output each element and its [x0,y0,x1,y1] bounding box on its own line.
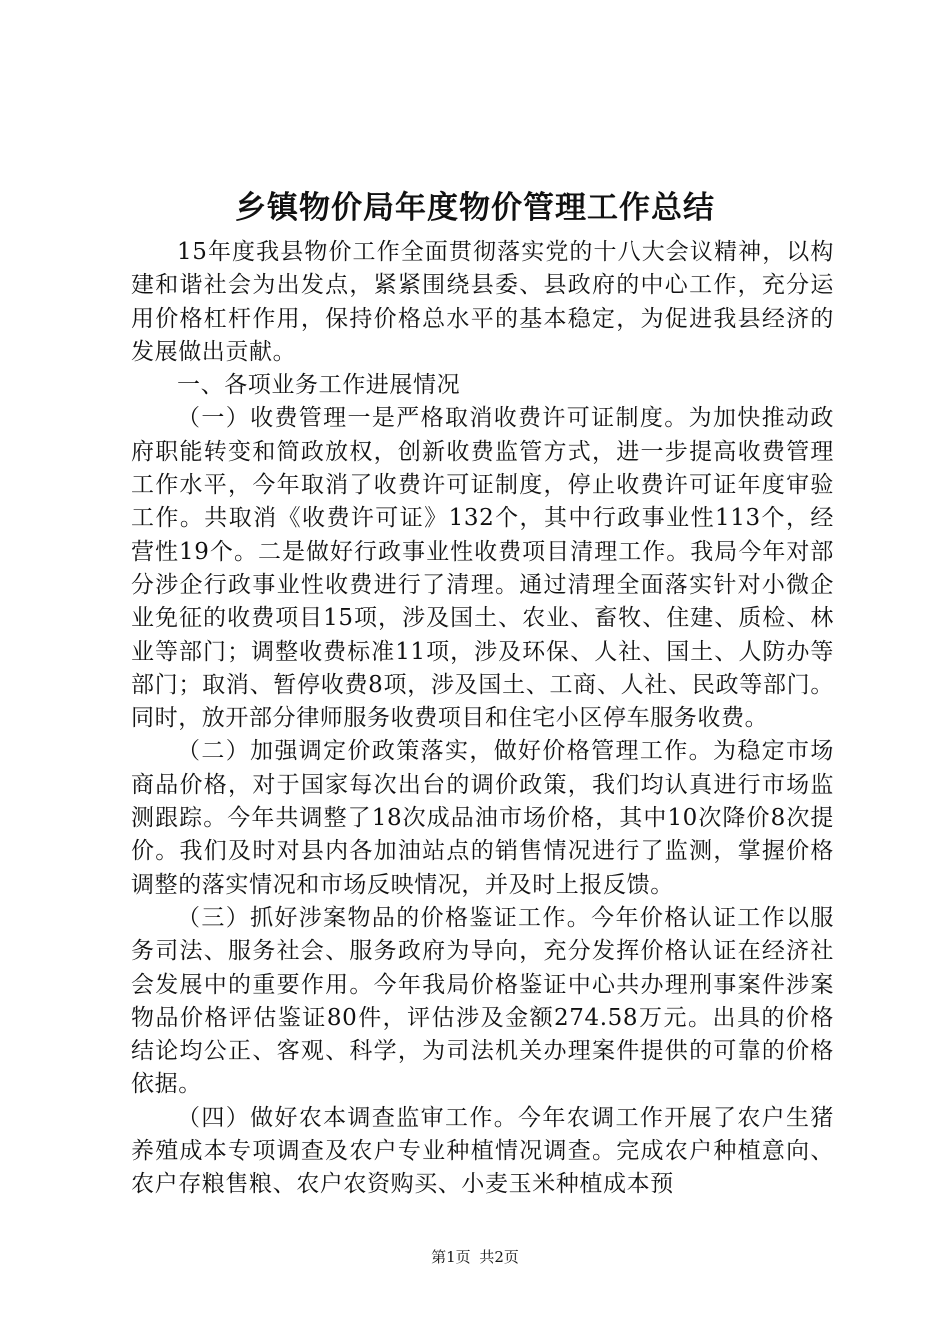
document-title: 乡镇物价局年度物价管理工作总结 [235,190,715,226]
page-total: 共2页 [479,1248,519,1266]
page-number: 第1页 [431,1248,471,1266]
section-heading: 一、各项业务工作进展情况 [177,372,461,399]
paragraph-fee-management: （一）收费管理一是严格取消收费许可证制度。为加快推动政府职能转变和简政放权，创新收费监管方式，进一步提高收费管理工作水平，今年取消了收费许可证制度，停止收费许可证年度审验工作。共取消《收费许可证》132个，其中行政事业性113个，经营性19个。二是做好行政事业性收费项目清理工作。我局今年对部分涉企行政事业性收费进行了清理。通过清理全面落实针对小微企业免征的收费项目15项，涉及国土、农业、畜牧、住建、质检、林业等部门；调整收费标准11项，涉及环保、人社、国土、人防办等部门；取消、暂停收费8项，涉及国土、工商、人社、民政等部门。同时，放开部分律师服务收费项目和住宅小区停车服务收费。 [131,405,834,732]
paragraph-price-appraisal: （三）抓好涉案物品的价格鉴证工作。今年价格认证工作以服务司法、服务社会、服务政府为导向，充分发挥价格认证在经济社会发展中的重要作用。今年我局价格鉴证中心共办理刑事案件涉案物品价格评估鉴证80件，评估涉及金额274.58万元。出具的价格结论均公正、客观、科学，为司法机关办理案件提供的可靠的价格依据。 [131,904,834,1098]
document-body [131,236,834,1202]
paragraph-cost-survey: （四）做好农本调查监审工作。今年农调工作开展了农户生猪养殖成本专项调查及农户专业种植情况调查。完成农户种植意向、农户存粮售粮、农户农资购买、小麦玉米种植成本预 [131,1104,834,1198]
page-footer [0,1246,950,1268]
paragraph-price-policy: （二）加强调定价政策落实，做好价格管理工作。为稳定市场商品价格，对于国家每次出台的调价政策，我们均认真进行市场监测跟踪。今年共调整了18次成品油市场价格，其中10次降价8次提价。我们及时对县内各加油站点的销售情况进行了监测，掌握价格调整的落实情况和市场反映情况，并及时上报反馈。 [131,738,834,898]
paragraph-intro: 15年度我县物价工作全面贯彻落实党的十八大会议精神，以构建和谐社会为出发点，紧紧围绕县委、县政府的中心工作，充分运用价格杠杆作用，保持价格总水平的基本稳定，为促进我县经济的发展做出贡献。 [131,239,834,365]
